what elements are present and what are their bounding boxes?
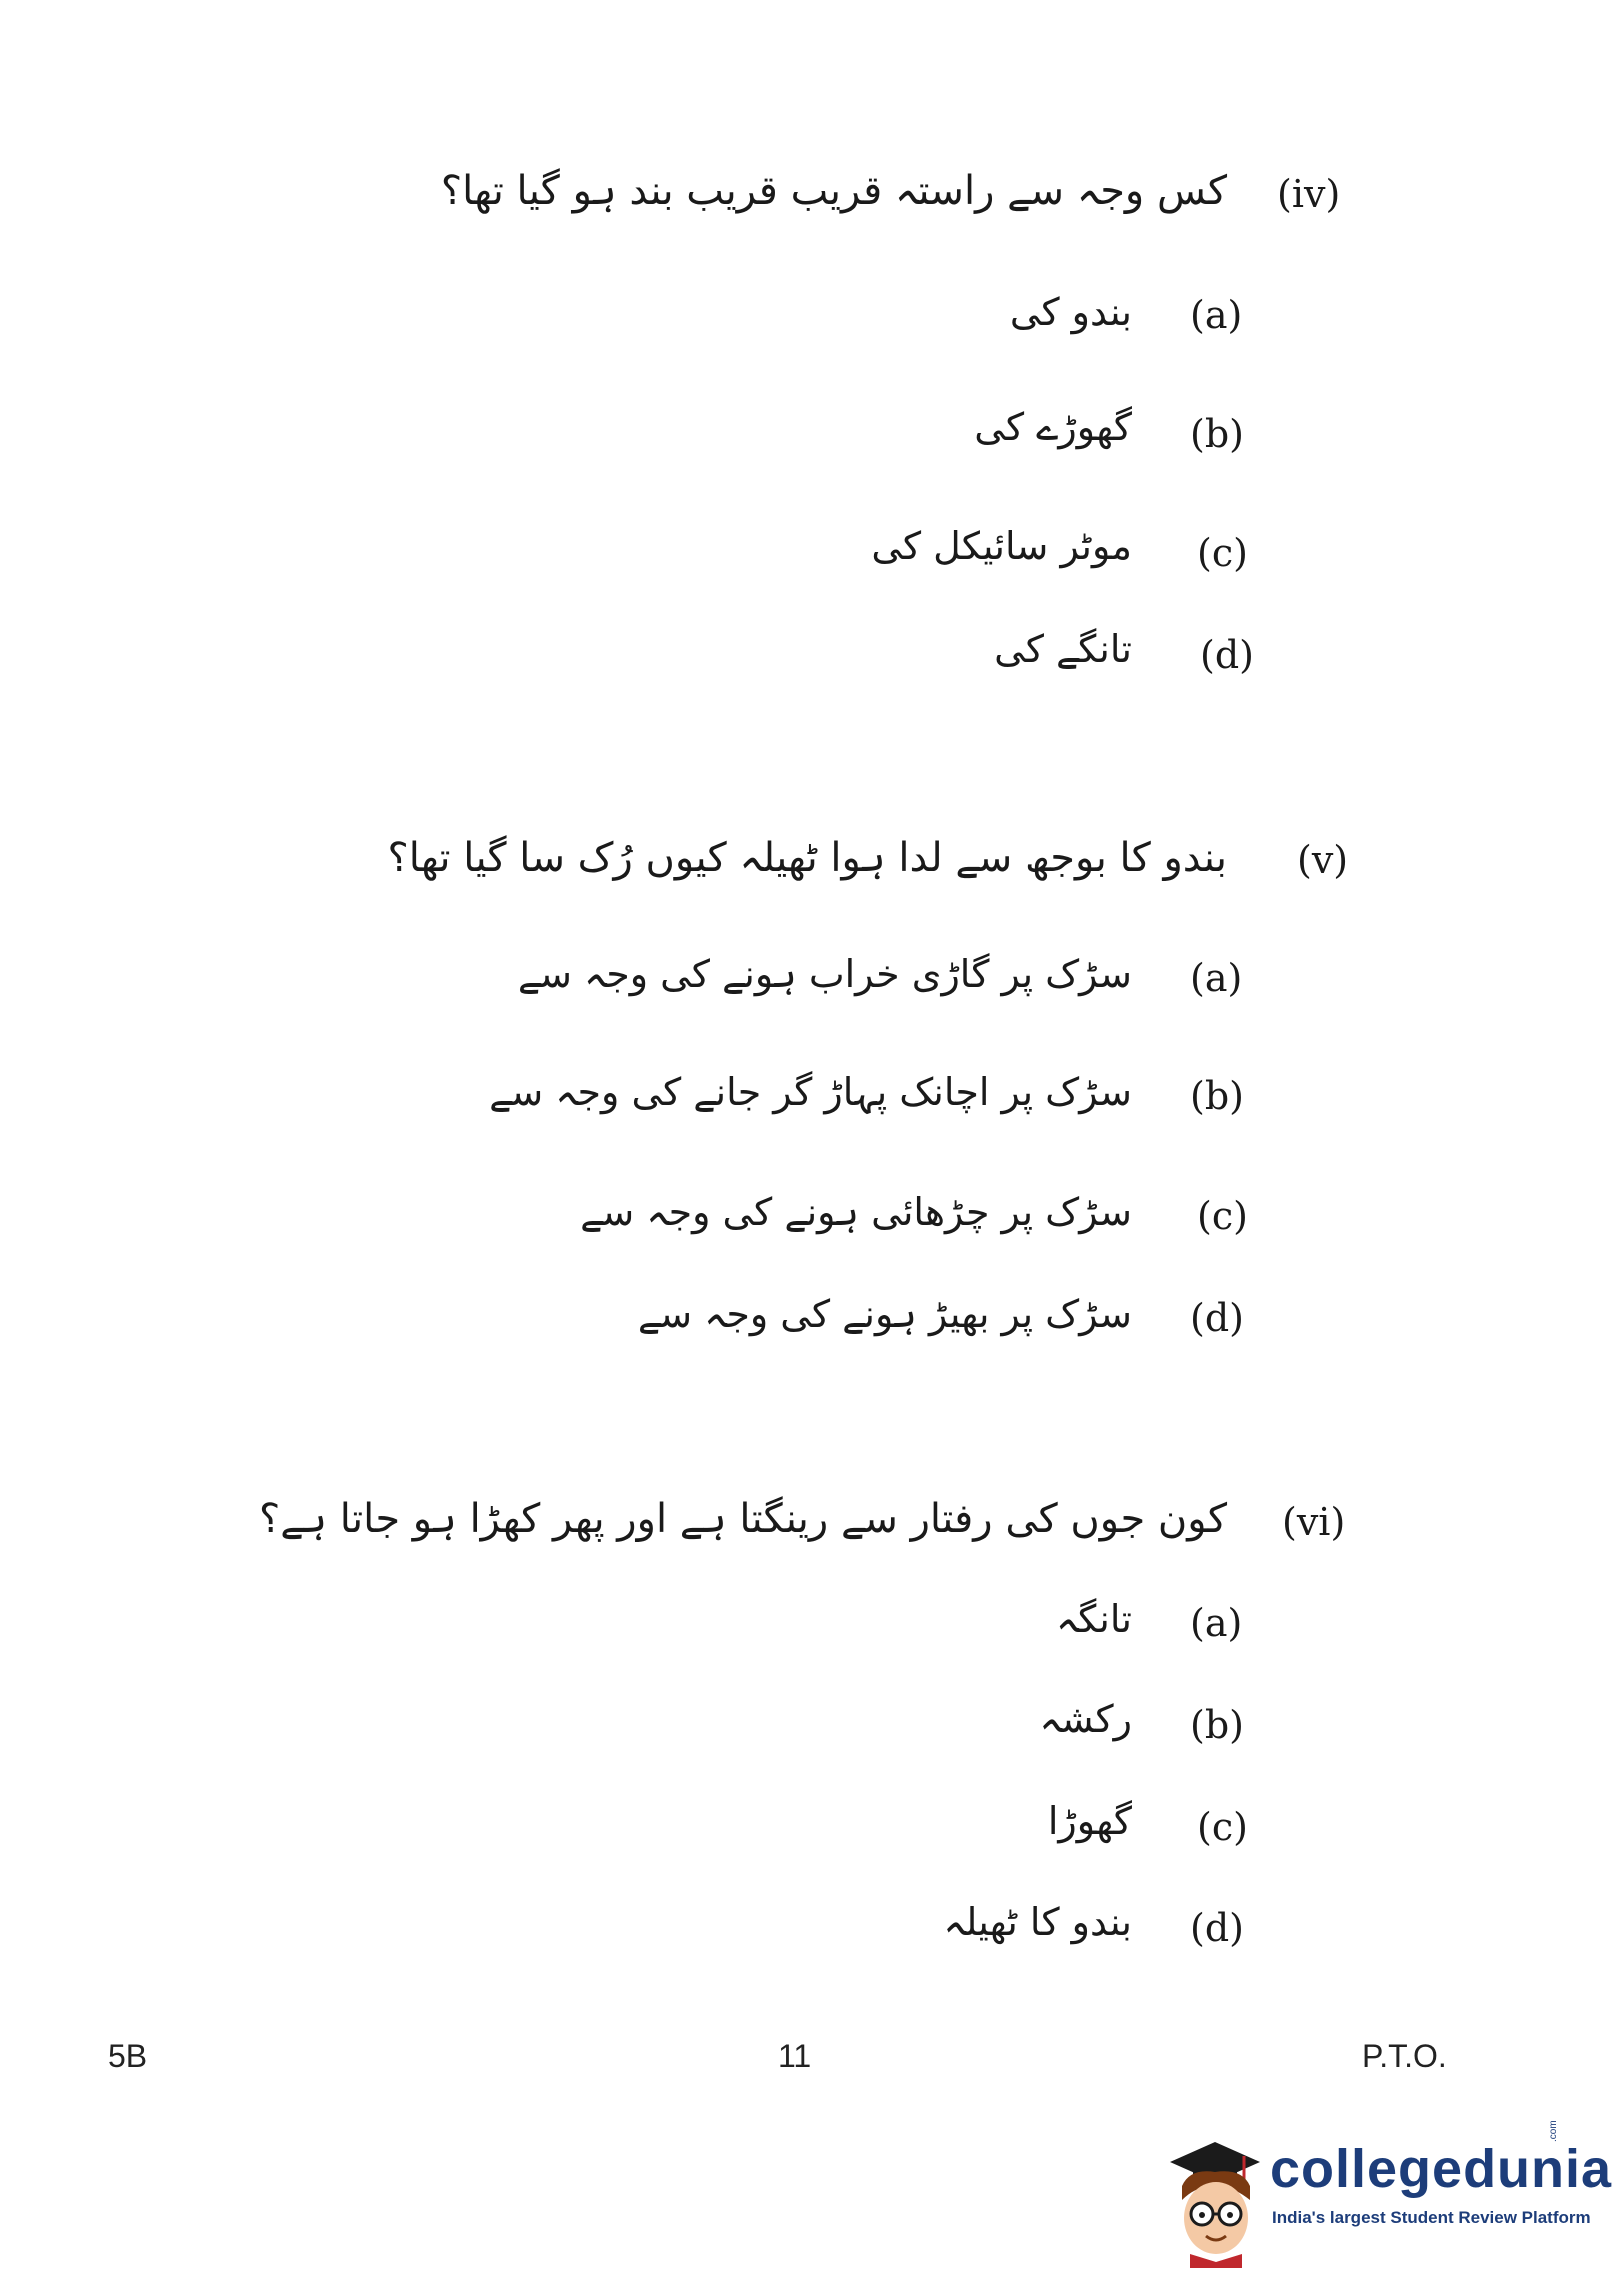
option-text: سڑک پر چڑھائی ہونے کی وجہ سے bbox=[580, 1190, 1132, 1234]
option-text: گھوڑا bbox=[1047, 1799, 1132, 1843]
option-text: سڑک پر اچانک پہاڑ گر جانے کی وجہ سے bbox=[489, 1070, 1132, 1114]
option-text: سڑک پر گاڑی خراب ہونے کی وجہ سے bbox=[517, 952, 1132, 996]
option-label: (a) bbox=[1190, 956, 1243, 1000]
option-label: (c) bbox=[1197, 1194, 1248, 1238]
option-label: (d) bbox=[1200, 633, 1254, 677]
option-text: تانگے کی bbox=[994, 627, 1132, 671]
paper-code: 5B bbox=[108, 2038, 148, 2074]
brand-tagline: India's largest Student Review Platform bbox=[1272, 2208, 1591, 2227]
mascot-icon bbox=[1160, 2128, 1270, 2268]
collegedunia-logo bbox=[1160, 2120, 1612, 2268]
option-label: (b) bbox=[1190, 1074, 1244, 1118]
option-text: رکشہ bbox=[1039, 1697, 1132, 1741]
option-label: (c) bbox=[1197, 531, 1248, 575]
brand-domain: .com bbox=[1548, 2120, 1559, 2142]
question-text: بندو کا بوجھ سے لدا ہوا ٹھیلہ کیوں رُک سا گیا تھا؟ bbox=[387, 835, 1227, 881]
option-text: موٹر سائیکل کی bbox=[871, 524, 1132, 568]
option-label: (b) bbox=[1190, 1703, 1244, 1747]
option-label: (a) bbox=[1190, 293, 1243, 337]
question-number: (iv) bbox=[1277, 172, 1341, 216]
brand-name: collegedunia bbox=[1270, 2139, 1612, 2199]
question-number: (vi) bbox=[1282, 1500, 1346, 1544]
option-text: بندو کی bbox=[1009, 290, 1132, 334]
question-text: کس وجہ سے راستہ قریب قریب بند ہو گیا تھا؟ bbox=[440, 168, 1227, 214]
option-text: بندو کا ٹھیلہ bbox=[943, 1900, 1132, 1944]
option-text: گھوڑے کی bbox=[974, 405, 1132, 449]
option-label: (c) bbox=[1197, 1805, 1248, 1849]
question-text: کون جوں کی رفتار سے رینگتا ہے اور پھر کھڑا ہو جاتا ہے؟ bbox=[258, 1496, 1227, 1542]
option-label: (b) bbox=[1190, 412, 1244, 456]
pto-label: P.T.O. bbox=[1362, 2038, 1447, 2074]
option-text: تانگہ bbox=[1056, 1597, 1132, 1641]
option-text: سڑک پر بھیڑ ہونے کی وجہ سے bbox=[637, 1292, 1132, 1336]
page-number: 11 bbox=[778, 2038, 812, 2074]
option-label: (d) bbox=[1190, 1906, 1244, 1950]
question-number: (v) bbox=[1297, 838, 1349, 882]
option-label: (a) bbox=[1190, 1601, 1243, 1645]
option-label: (d) bbox=[1190, 1296, 1244, 1340]
